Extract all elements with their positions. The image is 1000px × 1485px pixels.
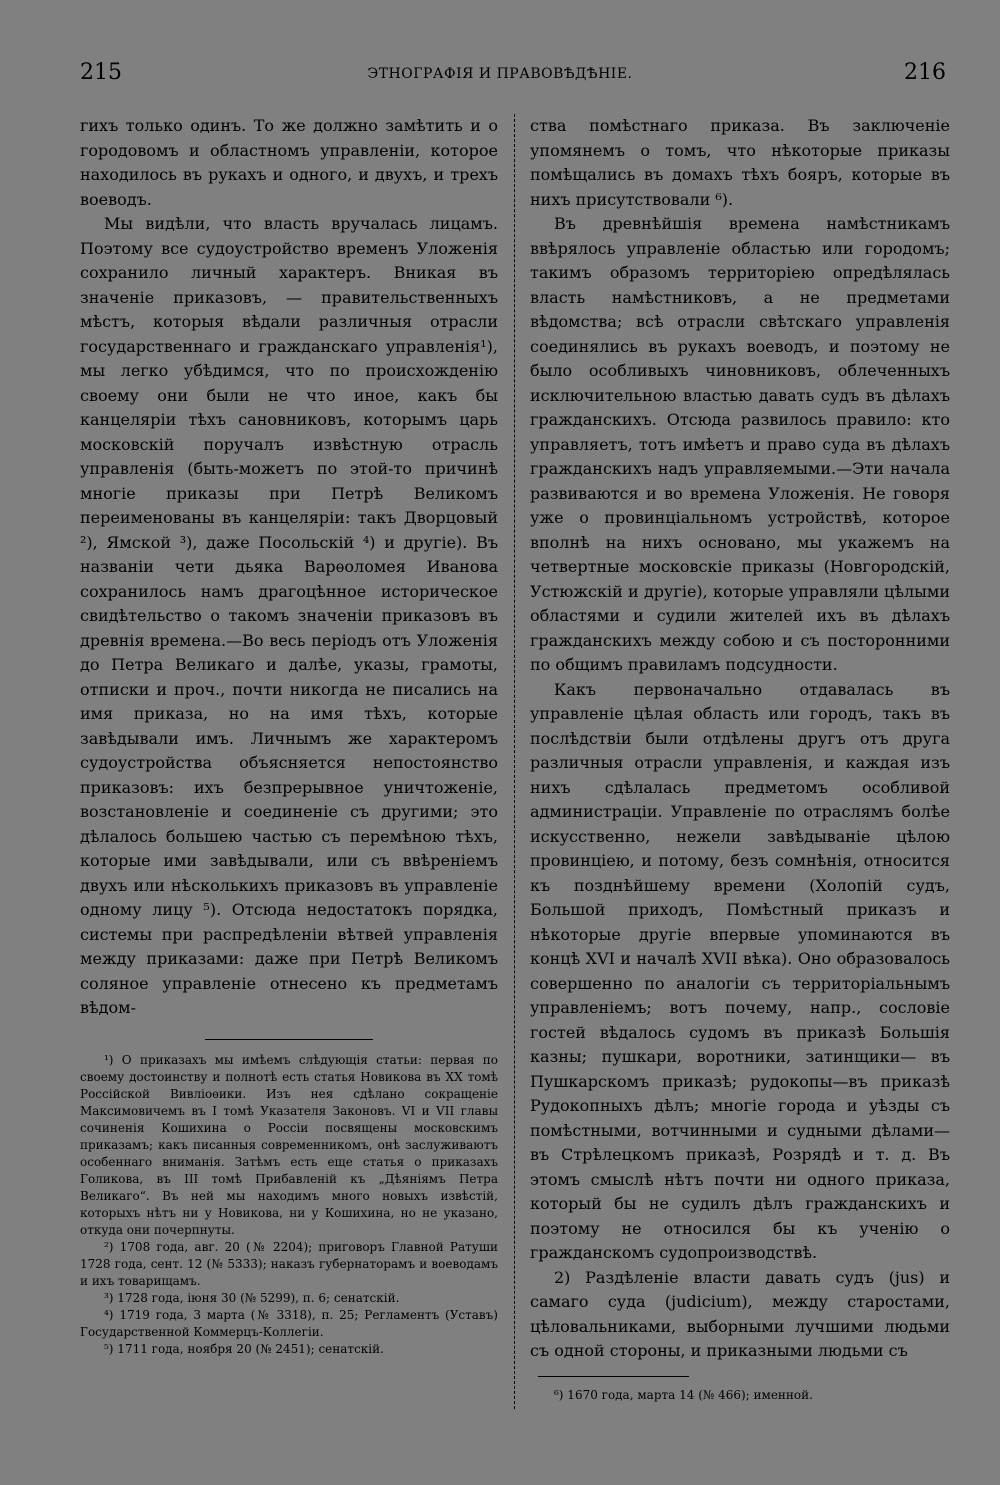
footnote: ⁵) 1711 года, ноября 20 (№ 2451); сенатскій.	[104, 1341, 384, 1356]
footnote-rule	[538, 1376, 689, 1377]
paragraph: ства помѣстнаго приказа. Въ заключеніе упомянемъ о томъ, что нѣкоторые приказы помѣщались въ домахъ тѣхъ бояръ, которые въ нихъ присутствовали ⁶).	[530, 116, 950, 209]
footnote: ³) 1728 года, іюня 30 (№ 5299), п. 6; сенатскій.	[104, 1290, 400, 1305]
footnote-rule	[205, 1039, 372, 1040]
page-number-left: 215	[80, 60, 122, 85]
footnote: ¹) О приказахъ мы имѣемъ слѣдующія статьи: первая по своему достоинству и полнотѣ есть статья Новикова въ XX томѣ Россійской Вивліоѳики. Изъ нея сдѣлано сокращеніе Максимовичемъ въ I томѣ Указателя Законовъ. VI и VII главы сочиненія Кошихина о Россіи посвящены московскимъ приказамъ; какъ писанныя современникомъ, онѣ заслуживаютъ особеннаго вниманія. Затѣмъ есть еще статья о приказахъ Голикова, въ III томѣ Прибавленій къ „Дѣяніямъ Петра Великаго“. Въ ней мы находимъ много новыхъ извѣстій, которыхъ нѣтъ ни у Новикова, ни у Кошихина, но не указано, откуда они почерпнуты.	[80, 1052, 498, 1237]
paragraph: Какъ первоначально отдавалась въ управленіе цѣлая область или городъ, такъ въ послѣдствіи были отдѣлены другъ отъ друга различныя отрасли управленія, и каждая изъ нихъ сдѣлалась предметомъ особливой администраціи. Управленіе по отраслямъ болѣе искусственно, нежели завѣдываніе цѣлою провинціею, и потому, безъ сомнѣнія, относится къ позднѣйшему времени (Холопій судъ, Большой приходъ, Помѣстный приказъ и нѣкоторые другіе впервые упоминаются въ концѣ XVI и началѣ XVII вѣка). Оно образовалось совершенно по аналогіи съ территоріальнымъ управленіемъ; вотъ почему, напр., сословіе гостей вѣдалось судомъ въ приказѣ Большія казны; пушкари, воротники, затинщики— въ Пушкарскомъ приказѣ; рудокопы—въ приказѣ Рудокопныхъ дѣлъ; многіе города и уѣзды съ помѣстными, вотчинными и судными дѣлами—въ Стрѣлецкомъ приказѣ, Розрядѣ и т. д. Въ этомъ смыслѣ нѣтъ почти ни одного приказа, который бы не судилъ дѣлъ гражданскихъ и поэтому не относился бы къ ученію о гражданскомъ судопроизводствѣ.	[530, 679, 950, 1262]
running-title: ЭТНОГРАФІЯ И ПРАВОВѢДѢНІЕ.	[367, 66, 633, 82]
page-number-right: 216	[904, 60, 946, 85]
left-column	[80, 114, 498, 1358]
paragraph: гихъ только одинъ. То же должно замѣтить и о городовомъ и областномъ управленіи, которое находилось въ рукахъ и одного, и двухъ, и трехъ воеводъ.	[80, 116, 498, 209]
footnote: ⁴) 1719 года, 3 марта (№ 3318), п. 25; Регламентъ (Уставъ) Государственной Коммерцъ-Коллегіи.	[80, 1307, 498, 1339]
footnote: ⁶) 1670 года, марта 14 (№ 466); именной.	[554, 1387, 813, 1402]
paragraph: Мы видѣли, что власть вручалась лицамъ. Поэтому все судоустройство временъ Уложенія сохранило личный характеръ. Вникая въ значеніе приказовъ, — правительственныхъ мѣстъ, которыя вѣдали различныя отрасли государственнаго и гражданскаго управленія¹), мы легко убѣдимся, что по происхожденію своему они были не что иное, какъ бы канцеляріи тѣхъ сановниковъ, которымъ царь московскій поручалъ извѣстную отрасль управленія (быть-можетъ по этой-то причинѣ многіе приказы при Петрѣ Великомъ переименованы въ канцеляріи: такъ Дворцовый ²), Ямской ³), даже Посольскій ⁴) и другіе). Въ названіи чети дьяка Варѳоломея Иванова сохранилось намъ драгоцѣнное историческое свидѣтельство о такомъ значеніи приказовъ въ древнія времена.—Во весь періодъ отъ Уложенія до Петра Великаго и далѣе, указы, грамоты, отписки и проч., почти никогда не писались на имя приказа, но на имя тѣхъ, которые завѣдывали имъ. Личнымъ же характеромъ судоустройства объясняется непостоянство приказовъ: ихъ безпрерывное уничтоженіе, возстановленіе и соединеніе съ другими; это дѣлалось большею частью съ перемѣною тѣхъ, которые ими завѣдывали, или съ ввѣреніемъ двухъ или нѣсколькихъ приказовъ въ управленіе одному лицу ⁵). Отсюда недостатокъ порядка, системы при распредѣленіи вѣтвей управленія между приказами: даже при Петрѣ Великомъ соляное управленіе отнесено къ предметамъ вѣдом-	[80, 214, 498, 1017]
paragraph: 2) Раздѣленіе власти давать судъ (jus) и самаго суда (judicium), между старостами, цѣловальниками, выборными лучшими людьми съ одной стороны, и приказными людьми съ	[530, 1267, 950, 1360]
paragraph: Въ древнѣйшія времена намѣстникамъ ввѣрялось управленіе областью или городомъ; такимъ образомъ территоріею опредѣлялась власть намѣстниковъ, а не предметами вѣдомства; всѣ отрасли свѣтскаго управленія соединялись въ рукахъ воеводъ, и поэтому не было особливыхъ чиновниковъ, облеченныхъ исключительною властью давать судъ въ дѣлахъ гражданскихъ. Отсюда развилось правило: кто управляетъ, тотъ имѣетъ и право суда въ дѣлахъ гражданскихъ надъ управляемыми.—Эти начала развиваются и во времена Уложенія. Не говоря уже о провинціальномъ устройствѣ, которое вполнѣ на нихъ основано, мы укажемъ на четвертные московскіе приказы (Новгородскій, Устюжскій и другіе), которые управляли цѣлыми областями и судили жителей ихъ въ дѣлахъ гражданскихъ между собою и съ посторонними по общимъ правиламъ подсудности.	[530, 214, 950, 674]
column-divider	[514, 114, 516, 1409]
right-column	[530, 114, 950, 1404]
footnote: ²) 1708 года, авг. 20 (№ 2204); приговоръ Главной Ратуши 1728 года, сент. 12 (№ 5333); наказъ губернаторамъ и воеводамъ и ихъ товарищамъ.	[80, 1239, 498, 1288]
